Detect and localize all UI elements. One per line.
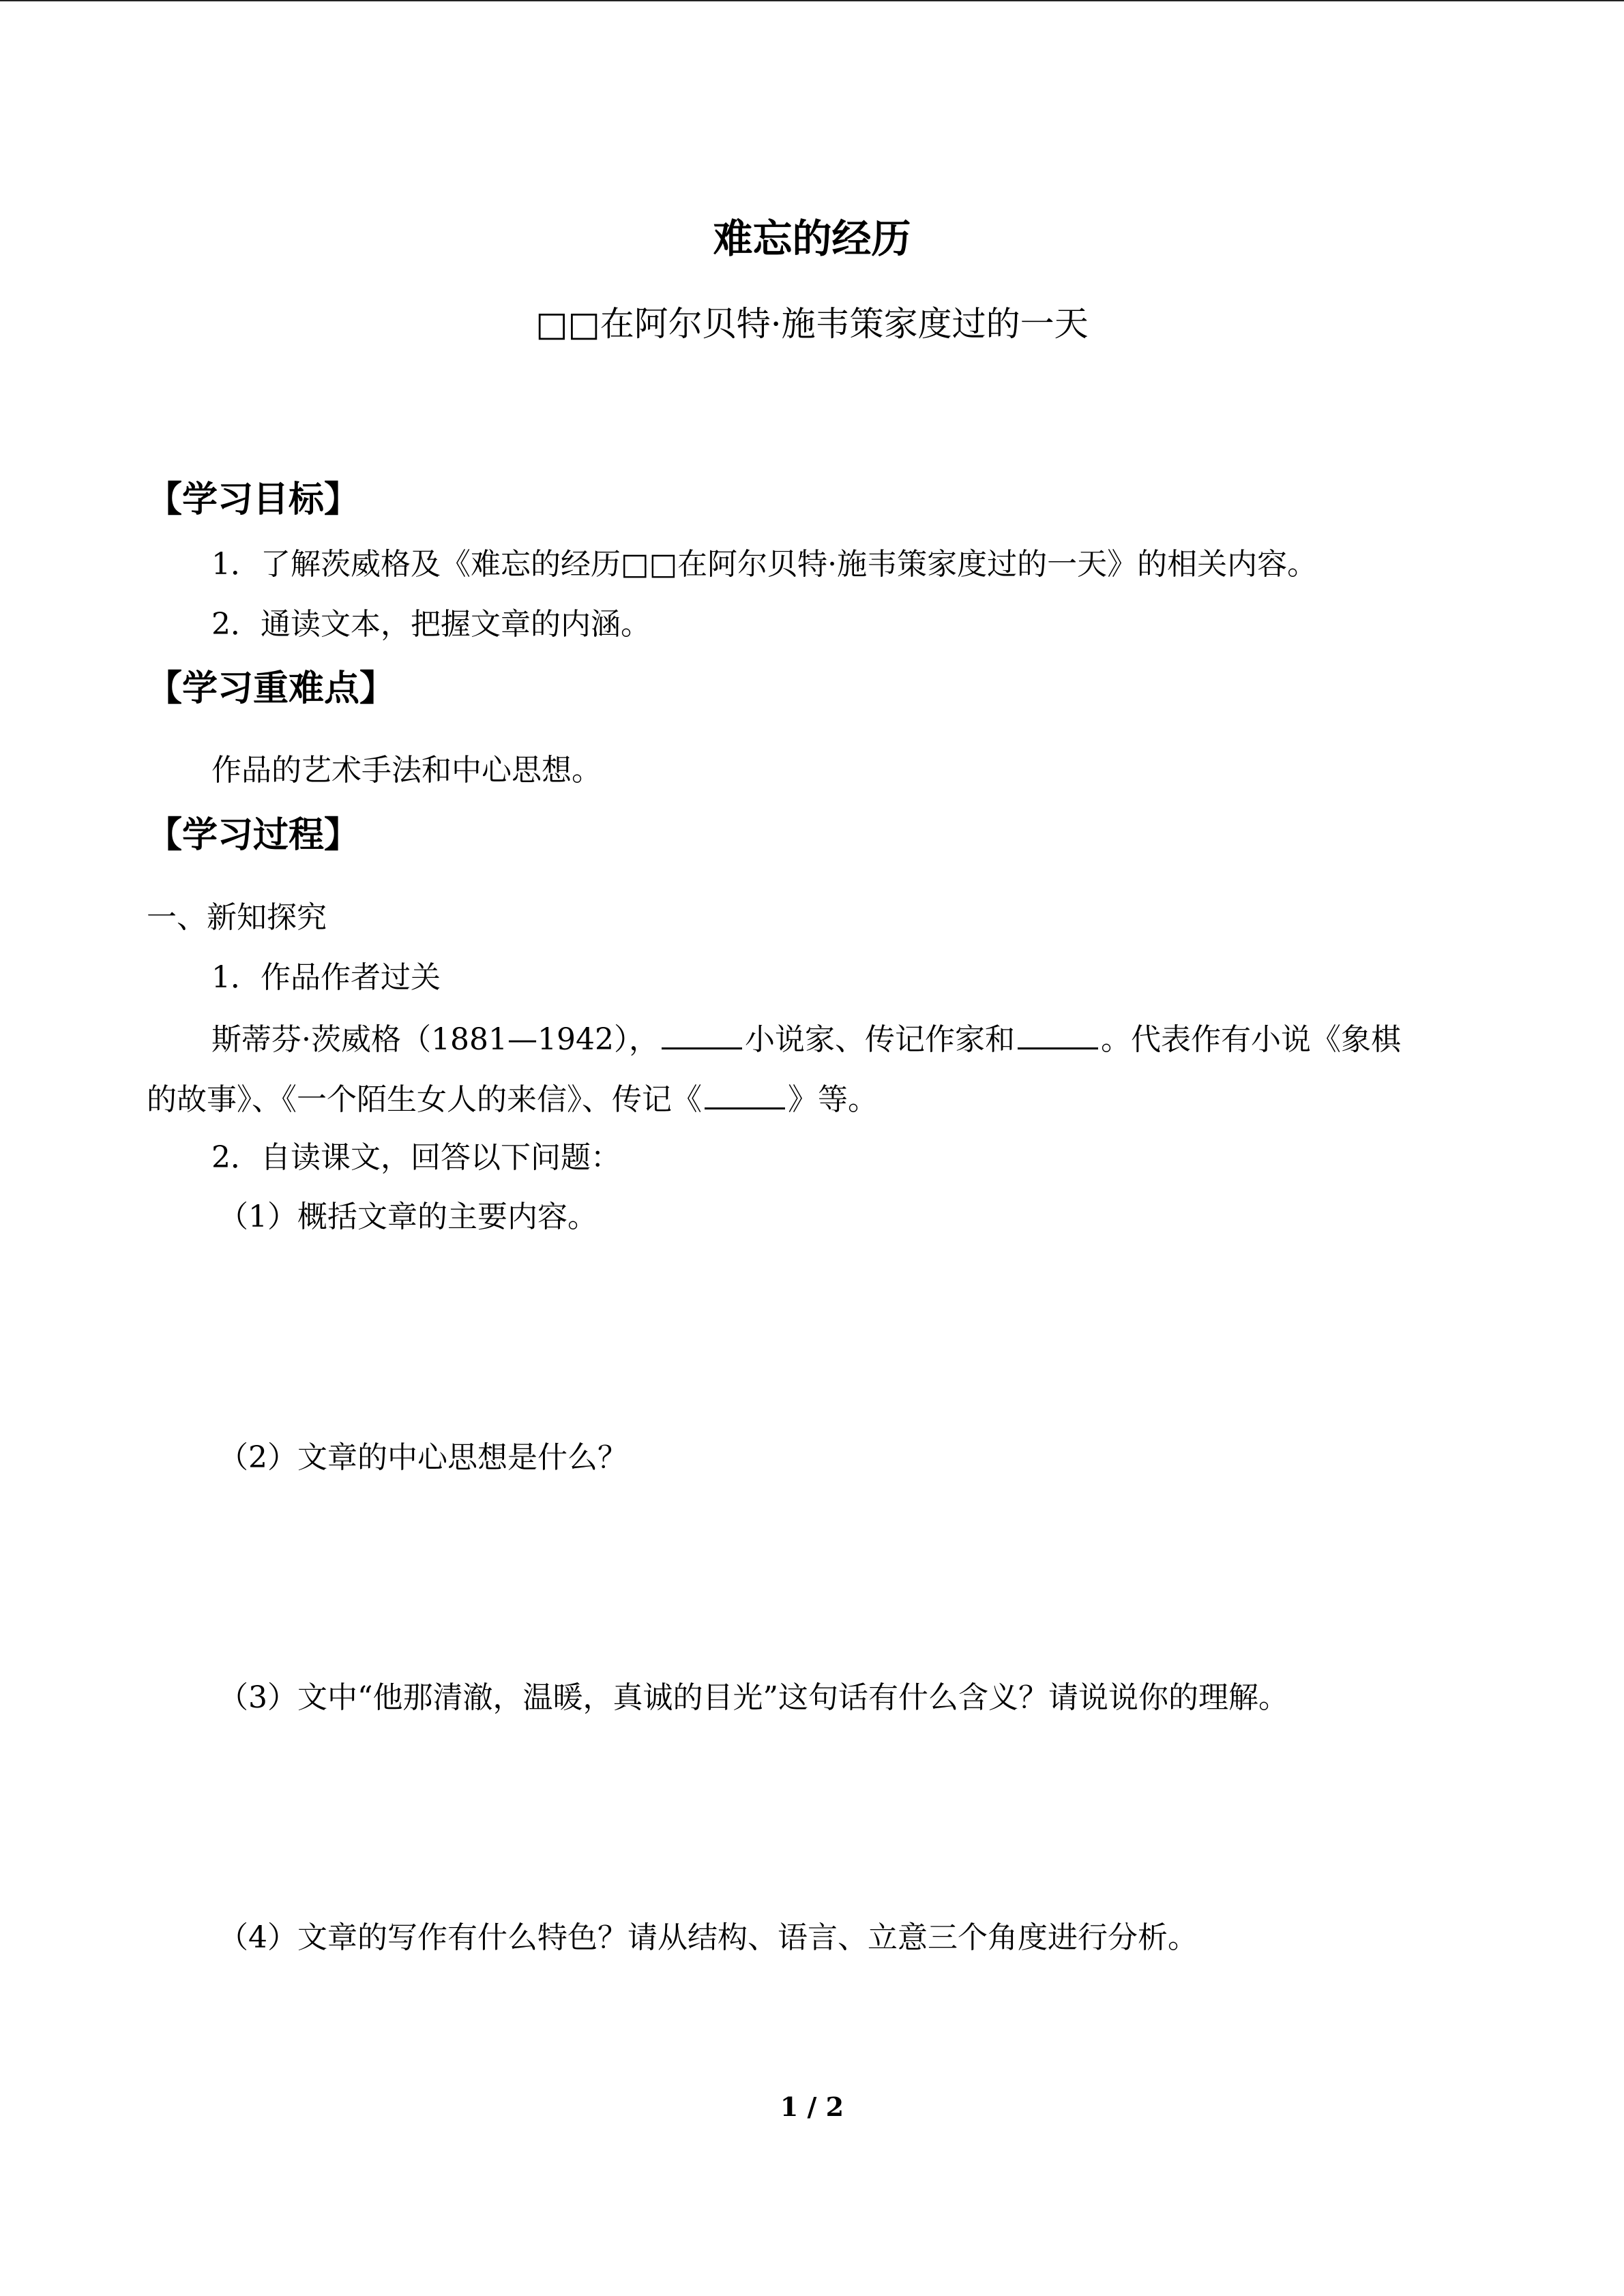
objective-item-2: 2．通读文本，把握文章的内涵。 bbox=[211, 607, 651, 642]
bio-text-c: 。代表作有小说《象棋 bbox=[1100, 1022, 1401, 1057]
question-2: （2）文章的中心思想是什么？ bbox=[218, 1440, 628, 1475]
page-number: 1 / 2 bbox=[780, 2091, 844, 2122]
objectives-heading: 【学习目标】 bbox=[147, 479, 360, 520]
top-border-line bbox=[0, 0, 1624, 1]
bio-text-d: 的故事》、《一个陌生女人的来信》、传记《 bbox=[147, 1082, 702, 1117]
question-3: （3）文中“他那清澈，温暖，真诚的目光”这句话有什么含义？请说说你的理解。 bbox=[218, 1680, 1288, 1715]
process-heading: 【学习过程】 bbox=[147, 815, 360, 856]
part-new-knowledge: 一、新知探究 bbox=[147, 900, 327, 935]
document-subtitle: □□在阿尔贝特·施韦策家度过的一天 bbox=[535, 304, 1089, 344]
author-check-title: 1．作品作者过关 bbox=[211, 960, 441, 995]
document-title: 难忘的经历 bbox=[713, 215, 911, 262]
key-points-text: 作品的艺术手法和中心思想。 bbox=[211, 753, 602, 788]
question-1: （1）概括文章的主要内容。 bbox=[218, 1199, 597, 1234]
self-reading-title: 2．自读课文，回答以下问题： bbox=[211, 1140, 621, 1175]
nationality-blank[interactable] bbox=[662, 1017, 742, 1049]
bio-text-a: 斯蒂芬·茨威格（1881—1942）， bbox=[211, 1022, 659, 1057]
bio-text-b: 小说家、传记作家和 bbox=[744, 1022, 1015, 1057]
key-points-heading: 【学习重难点】 bbox=[147, 668, 396, 709]
objective-item-1: 1．了解茨威格及《难忘的经历□□在阿尔贝特·施韦策家度过的一天》的相关内容。 bbox=[211, 547, 1318, 582]
question-4: （4）文章的写作有什么特色？请从结构、语言、立意三个角度进行分析。 bbox=[218, 1920, 1198, 1955]
author-bio-line-1 bbox=[211, 1017, 1401, 1060]
author-bio-line-2 bbox=[147, 1077, 878, 1120]
occupation-blank[interactable] bbox=[1018, 1017, 1098, 1049]
bio-text-e: 》等。 bbox=[788, 1082, 878, 1117]
biography-title-blank[interactable] bbox=[705, 1077, 785, 1109]
